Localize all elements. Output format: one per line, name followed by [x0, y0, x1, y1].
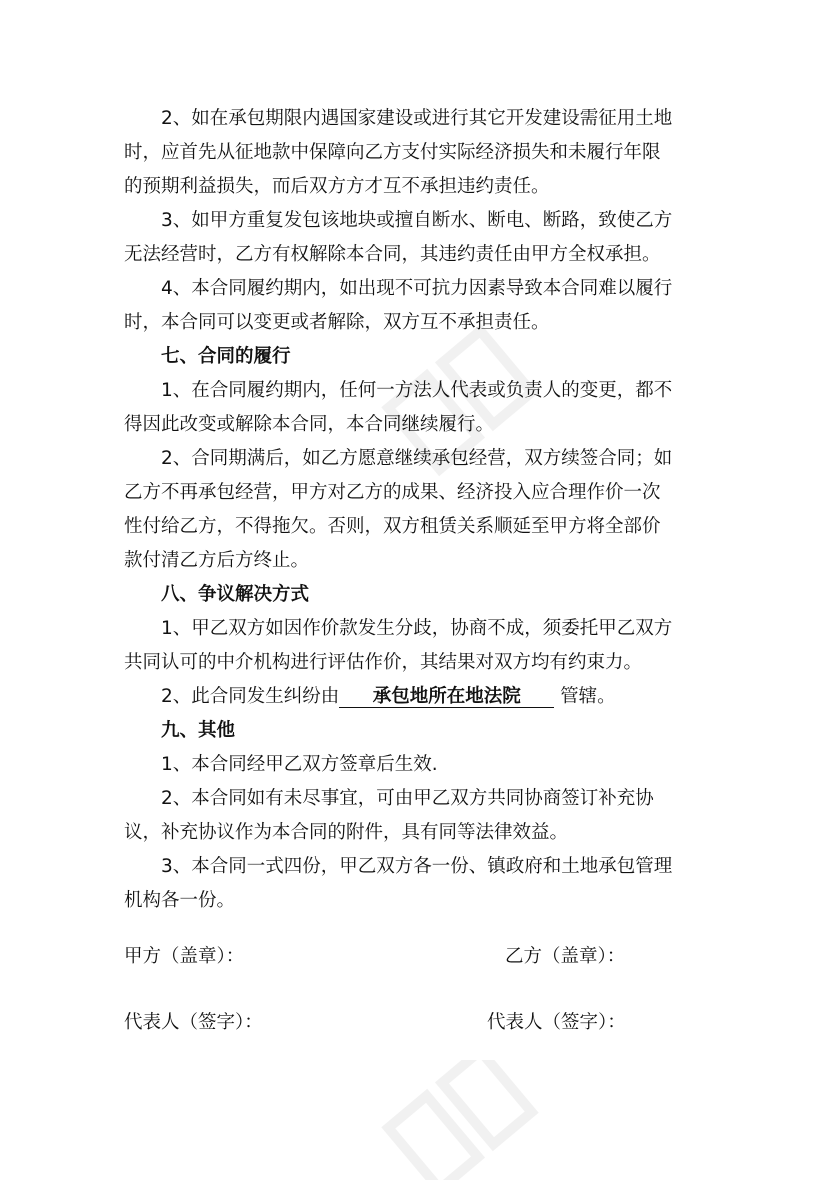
clause-6-3-line-1: 3、如甲方重复发包该地块或擅自断水、断电、断路，致使乙方 — [124, 210, 673, 231]
party-a-seal-label: 甲方（盖章）： — [124, 946, 245, 967]
party-b-rep-label: 代表人（签字）： — [487, 1012, 626, 1033]
section-9-heading: 九、其他 — [124, 720, 236, 741]
clause-7-2-line-1: 2、合同期满后，如乙方愿意继续承包经营，双方续签合同；如 — [124, 448, 673, 469]
party-b-seal-label: 乙方（盖章）： — [505, 946, 626, 967]
clause-8-1-line-2: 共同认可的中介机构进行评估作价，其结果对双方均有约束力。 — [124, 652, 643, 673]
clause-6-4-line-1: 4、本合同履约期内，如出现不可抗力因素导致本合同难以履行 — [124, 278, 673, 299]
clause-6-3-line-2: 无法经营时，乙方有权解除本合同，其违约责任由甲方全权承担。 — [124, 244, 661, 265]
clause-9-3-line-2: 机构各一份。 — [124, 890, 236, 911]
watermark-logo-bottom — [360, 1060, 560, 1180]
clause-7-1-line-2: 得因此改变或解除本合同，本合同继续履行。 — [124, 414, 495, 435]
clause-8-2 — [124, 686, 616, 708]
clause-6-2-line-2: 时，应首先从征地款中保障向乙方支付实际经济损失和未履行年限 — [124, 142, 661, 163]
section-7-heading: 七、合同的履行 — [124, 346, 291, 367]
clause-9-3-line-1: 3、本合同一式四份，甲乙双方各一份、镇政府和土地承包管理 — [124, 856, 673, 877]
clause-6-2-line-3: 的预期利益损失，而后双方方才互不承担违约责任。 — [124, 176, 550, 197]
clause-7-1-line-1: 1、在合同履约期内，任何一方法人代表或负责人的变更，都不 — [124, 380, 673, 401]
clause-7-2-line-2: 乙方不再承包经营，甲方对乙方的成果、经济投入应合理作价一次 — [124, 482, 661, 503]
clause-8-2-prefix: 2、此合同发生纠纷由 — [124, 686, 340, 707]
clause-8-1-line-1: 1、甲乙双方如因作价款发生分歧，协商不成，须委托甲乙双方 — [124, 618, 673, 639]
section-8-heading: 八、争议解决方式 — [124, 584, 310, 605]
clause-8-2-suffix: 管辖。 — [554, 686, 616, 707]
clause-9-2-line-1: 2、本合同如有未尽事宜，可由甲乙双方共同协商签订补充协 — [124, 788, 654, 809]
clause-7-2-line-4: 款付清乙方后方终止。 — [124, 550, 310, 571]
clause-9-1: 1、本合同经甲乙双方签章后生效. — [124, 754, 438, 775]
clause-7-2-line-3: 性付给乙方，不得拖欠。否则，双方租赁关系顺延至甲方将全部价 — [124, 516, 661, 537]
court-fill-field: 承包地所在地法院 — [339, 687, 554, 708]
clause-6-4-line-2: 时，本合同可以变更或者解除，双方互不承担责任。 — [124, 312, 550, 333]
party-a-rep-label: 代表人（签字）： — [124, 1012, 263, 1033]
clause-6-2-line-1: 2、如在承包期限内遇国家建设或进行其它开发建设需征用土地 — [124, 108, 673, 129]
clause-9-2-line-2: 议，补充协议作为本合同的附件，具有同等法律效益。 — [124, 822, 569, 843]
